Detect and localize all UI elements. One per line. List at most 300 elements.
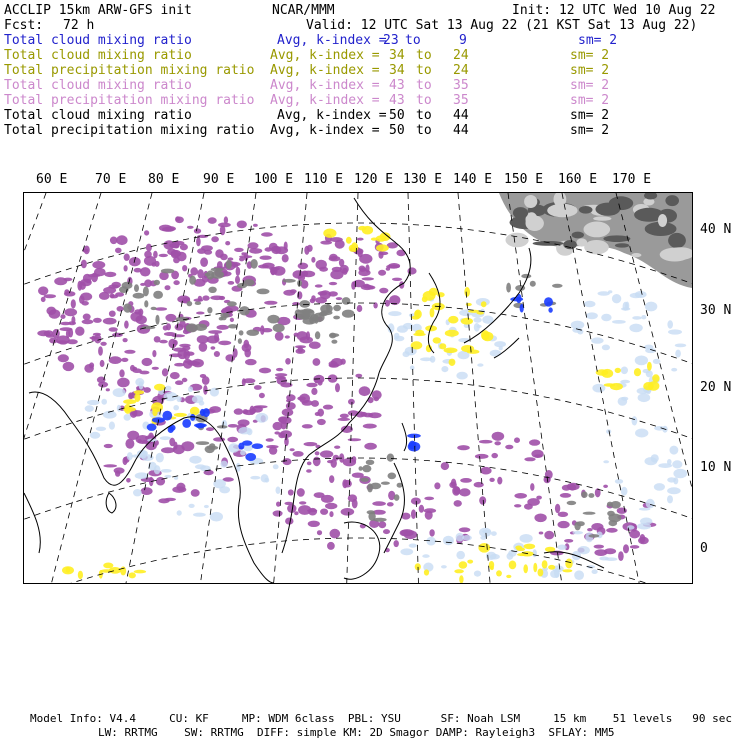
shading-blob	[177, 510, 182, 515]
shading-blob	[159, 254, 168, 257]
shading-blob	[490, 566, 494, 570]
shading-blob	[124, 265, 128, 271]
shading-blob	[456, 551, 465, 559]
shading-blob	[221, 461, 228, 468]
shading-blob	[338, 418, 350, 421]
shading-blob	[429, 288, 438, 296]
shading-blob	[400, 530, 410, 537]
shading-blob	[641, 315, 646, 319]
legend-k2: 35	[453, 93, 469, 108]
shading-blob	[342, 310, 355, 318]
shading-blob	[314, 492, 325, 498]
shading-blob	[60, 322, 71, 326]
shading-blob	[190, 414, 195, 421]
shading-blob	[162, 368, 168, 376]
shading-blob	[454, 569, 464, 573]
shading-blob	[228, 324, 238, 328]
shading-blob	[129, 572, 136, 578]
map-svg	[24, 193, 692, 583]
shading-blob	[333, 455, 339, 461]
lon-label: 140 E	[453, 172, 493, 187]
shading-blob	[623, 544, 629, 553]
shading-blob	[117, 405, 121, 412]
shading-blob	[302, 400, 313, 406]
shading-blob	[140, 267, 151, 276]
shading-blob	[464, 287, 470, 297]
shading-blob	[199, 342, 208, 352]
shading-blob	[189, 504, 195, 508]
shading-blob	[362, 226, 373, 235]
meridian	[24, 193, 46, 583]
shading-blob	[283, 290, 295, 296]
shading-blob	[155, 307, 167, 310]
shading-blob	[353, 280, 365, 287]
cloud-texture	[572, 232, 584, 239]
lon-label: 80 E	[148, 172, 180, 187]
shading-blob	[494, 341, 506, 347]
shading-blob	[233, 263, 238, 268]
shading-blob	[645, 457, 658, 465]
field-shading	[37, 216, 687, 583]
shading-blob	[635, 291, 647, 298]
shading-blob	[82, 319, 94, 324]
shading-blob	[670, 446, 679, 455]
shading-blob	[426, 537, 435, 546]
shading-blob	[329, 256, 341, 261]
shading-blob	[139, 371, 149, 375]
shading-blob	[358, 249, 363, 257]
shading-blob	[323, 405, 333, 410]
shading-blob	[615, 368, 621, 373]
legend-k2: 24	[453, 63, 469, 78]
lat-label: 40 N	[700, 222, 732, 237]
shading-blob	[257, 289, 270, 295]
shading-blob	[117, 378, 130, 388]
shading-blob	[378, 270, 386, 276]
shading-blob	[341, 508, 355, 516]
shading-blob	[308, 521, 320, 527]
shading-blob	[425, 511, 433, 520]
shading-blob	[173, 280, 179, 285]
shading-blob	[214, 351, 220, 357]
shading-blob	[482, 316, 493, 324]
shading-blob	[482, 332, 494, 342]
shading-blob	[41, 297, 46, 302]
shading-blob	[410, 365, 415, 370]
shading-blob	[119, 369, 124, 377]
shading-blob	[161, 269, 175, 274]
shading-blob	[474, 482, 484, 488]
shading-blob	[276, 487, 281, 494]
shading-blob	[548, 307, 552, 312]
shading-blob	[630, 545, 640, 549]
legend-k1: 50	[389, 123, 405, 138]
shading-blob	[321, 310, 333, 315]
shading-blob	[189, 456, 201, 464]
shading-blob	[207, 307, 212, 313]
shading-blob	[134, 393, 140, 402]
cloud-texture	[603, 235, 630, 242]
shading-blob	[87, 400, 100, 405]
shading-blob	[197, 269, 204, 278]
shading-blob	[515, 546, 522, 550]
shading-blob	[254, 385, 262, 390]
cloud-texture	[660, 248, 690, 262]
shading-blob	[250, 476, 260, 480]
shading-blob	[507, 553, 514, 560]
shading-blob	[640, 518, 652, 525]
shading-blob	[96, 427, 106, 431]
shading-blob	[266, 445, 278, 448]
shading-blob	[474, 323, 480, 332]
shading-blob	[505, 445, 513, 450]
shading-blob	[608, 290, 612, 293]
legend-k2: 24	[453, 48, 469, 63]
legend-avg: Avg, k-index =	[270, 123, 380, 138]
shading-blob	[239, 330, 244, 335]
shading-blob	[115, 470, 120, 476]
legend-sm: sm= 2	[570, 48, 610, 63]
shading-blob	[329, 361, 338, 367]
legend-k1: 23	[383, 33, 399, 48]
shading-blob	[374, 397, 379, 401]
shading-blob	[497, 477, 502, 485]
cloud-texture	[579, 206, 593, 214]
shading-blob	[408, 442, 421, 452]
shading-blob	[211, 271, 224, 279]
shading-blob	[557, 545, 566, 550]
shading-blob	[439, 343, 446, 349]
shading-blob	[309, 342, 321, 349]
shading-blob	[372, 501, 386, 506]
shading-blob	[106, 388, 110, 391]
coastline	[106, 493, 116, 513]
shading-blob	[363, 424, 377, 429]
shading-blob	[124, 414, 131, 421]
shading-blob	[194, 423, 207, 427]
shading-blob	[161, 447, 175, 453]
shading-blob	[667, 320, 673, 328]
shading-blob	[253, 224, 258, 227]
shading-blob	[151, 307, 157, 310]
shading-blob	[227, 301, 237, 306]
legend-k2: 35	[453, 78, 469, 93]
shading-blob	[411, 509, 416, 519]
legend-k1: 50	[389, 108, 405, 123]
shading-blob	[203, 385, 207, 395]
shading-blob	[506, 575, 511, 578]
shading-blob	[509, 561, 517, 570]
shading-blob	[378, 521, 386, 528]
shading-blob	[363, 413, 373, 418]
shading-blob	[187, 301, 193, 306]
shading-blob	[433, 337, 441, 343]
shading-blob	[173, 405, 179, 410]
meridian	[458, 193, 490, 583]
shading-blob	[147, 424, 157, 431]
shading-blob	[236, 267, 241, 276]
shading-blob	[60, 327, 73, 331]
shading-blob	[309, 316, 314, 324]
lon-label: 160 E	[558, 172, 598, 187]
shading-blob	[652, 374, 659, 382]
shading-blob	[648, 381, 659, 390]
shading-blob	[104, 272, 116, 277]
shading-blob	[306, 469, 312, 473]
legend-to: to	[416, 93, 432, 108]
shading-blob	[304, 442, 318, 446]
shading-blob	[364, 443, 377, 450]
shading-blob	[352, 456, 357, 462]
shading-blob	[228, 424, 238, 428]
shading-blob	[499, 346, 503, 350]
cloud-texture	[576, 238, 587, 246]
legend-k1: 43	[389, 93, 405, 108]
shading-blob	[592, 384, 605, 393]
shading-blob	[154, 280, 160, 286]
shading-blob	[63, 362, 75, 371]
shading-blob	[604, 548, 616, 554]
shading-blob	[220, 225, 226, 235]
shading-blob	[228, 443, 239, 453]
cloud-texture	[596, 203, 621, 216]
shading-blob	[449, 359, 456, 366]
shading-blob	[298, 346, 303, 353]
shading-blob	[647, 362, 652, 371]
shading-blob	[93, 318, 102, 323]
shading-blob	[506, 283, 511, 293]
shading-blob	[152, 350, 156, 357]
shading-blob	[330, 529, 341, 539]
shading-blob	[196, 312, 205, 315]
shading-blob	[144, 300, 148, 307]
shading-blob	[594, 545, 604, 549]
shading-blob	[331, 340, 337, 344]
shading-blob	[419, 505, 424, 513]
shading-blob	[409, 544, 417, 548]
shading-blob	[310, 298, 315, 303]
shading-blob	[121, 358, 128, 362]
shading-blob	[245, 453, 256, 461]
shading-blob	[84, 364, 94, 373]
shading-blob	[429, 529, 434, 536]
plot-title: ACCLIP 15km ARW-GFS init	[4, 3, 192, 18]
shading-blob	[250, 259, 257, 269]
shading-blob	[591, 337, 603, 343]
shading-blob	[276, 368, 283, 371]
shading-blob	[173, 442, 177, 450]
shading-blob	[75, 327, 84, 336]
shading-blob	[271, 246, 280, 252]
legend-avg: Avg, k-index =	[270, 48, 380, 63]
shading-blob	[238, 419, 250, 426]
shading-blob	[156, 453, 164, 463]
shading-blob	[611, 501, 621, 509]
cloud-texture	[658, 214, 667, 227]
shading-blob	[190, 267, 198, 275]
shading-blob	[124, 321, 129, 329]
shading-blob	[640, 534, 646, 543]
shading-blob	[555, 504, 560, 513]
coastline	[24, 493, 40, 553]
shading-blob	[539, 532, 544, 535]
shading-blob	[480, 467, 491, 475]
shading-blob	[329, 282, 337, 285]
shading-blob	[143, 387, 151, 393]
shading-blob	[217, 425, 228, 428]
shading-blob	[54, 277, 67, 285]
shading-blob	[534, 454, 543, 457]
shading-blob	[260, 256, 272, 260]
shading-blob	[583, 512, 596, 515]
shading-blob	[279, 416, 292, 424]
legend-field: Total precipitation mixing ratio	[4, 63, 255, 78]
shading-blob	[189, 276, 196, 285]
shading-blob	[349, 245, 356, 252]
lon-label: 70 E	[95, 172, 127, 187]
shading-blob	[407, 434, 421, 438]
shading-blob	[534, 514, 546, 523]
shading-blob	[315, 451, 320, 455]
shading-blob	[60, 314, 65, 319]
shading-blob	[134, 570, 146, 574]
shading-blob	[134, 268, 142, 273]
legend-avg: Avg, k-index =	[277, 33, 387, 48]
shading-blob	[424, 569, 429, 575]
shading-blob	[152, 409, 157, 417]
shading-blob	[85, 405, 94, 412]
shading-blob	[394, 336, 404, 342]
shading-blob	[365, 264, 369, 272]
legend-k1: 43	[389, 78, 405, 93]
shading-blob	[195, 301, 201, 305]
shading-blob	[103, 318, 117, 325]
shading-blob	[208, 287, 216, 293]
shading-blob	[244, 340, 250, 349]
legend-sm: sm= 2	[570, 78, 610, 93]
shading-blob	[207, 336, 220, 344]
shading-blob	[192, 395, 203, 403]
shading-blob	[552, 284, 563, 288]
shading-blob	[348, 438, 361, 441]
lon-label: 170 E	[612, 172, 652, 187]
shading-blob	[125, 439, 134, 449]
legend-field: Total cloud mixing ratio	[4, 48, 192, 63]
shading-blob	[81, 260, 87, 269]
shading-blob	[218, 341, 231, 346]
shading-blob	[671, 368, 677, 372]
model-info-line2: LW: RRTMG SW: RRTMG DIFF: simple KM: 2D Smagor DAMP: Rayleigh3 SFLAY: MM5	[98, 726, 615, 739]
shading-blob	[274, 431, 280, 434]
lon-label: 130 E	[403, 172, 443, 187]
shading-blob	[342, 297, 351, 305]
shading-blob	[46, 334, 54, 338]
shading-blob	[313, 358, 321, 366]
shading-blob	[191, 489, 200, 497]
legend-avg: Avg, k-index =	[277, 108, 387, 123]
shading-blob	[128, 392, 133, 399]
shading-blob	[135, 472, 149, 479]
cloud-texture	[506, 233, 529, 248]
shading-blob	[533, 563, 537, 573]
shading-blob	[460, 478, 472, 483]
shading-blob	[188, 386, 193, 392]
shading-blob	[146, 441, 157, 450]
shading-blob	[183, 359, 193, 369]
shading-blob	[609, 520, 618, 526]
shading-blob	[397, 325, 408, 332]
shading-blob	[245, 359, 257, 365]
model-info-line1: Model Info: V4.4 CU: KF MP: WDM 6class PBL: YSU SF: Noah LSM 15 km 51 levels 90 sec	[30, 712, 732, 725]
shading-blob	[492, 432, 505, 441]
shading-blob	[228, 281, 235, 285]
shading-blob	[165, 386, 171, 391]
shading-blob	[373, 518, 387, 522]
shading-blob	[275, 332, 284, 341]
shading-blob	[346, 237, 352, 244]
shading-blob	[434, 482, 440, 489]
shading-blob	[359, 466, 363, 471]
legend-field: Total precipitation mixing ratio	[4, 93, 255, 108]
legend-k2: 44	[453, 123, 469, 138]
shading-blob	[612, 294, 621, 303]
legend-k1: 34	[389, 48, 405, 63]
shading-blob	[474, 571, 481, 577]
shading-blob	[285, 335, 290, 338]
shading-blob	[560, 493, 571, 498]
shading-blob	[479, 440, 493, 444]
shading-blob	[144, 251, 152, 258]
shading-blob	[124, 350, 135, 354]
shading-blob	[160, 436, 171, 440]
legend-sm: sm= 2	[570, 123, 610, 138]
shading-blob	[103, 563, 113, 569]
shading-blob	[170, 372, 180, 379]
shading-blob	[357, 305, 363, 312]
shading-blob	[467, 350, 480, 354]
shading-blob	[166, 226, 176, 231]
shading-blob	[139, 381, 144, 389]
shading-blob	[200, 409, 205, 416]
shading-blob	[77, 281, 82, 291]
shading-blob	[243, 409, 249, 414]
shading-blob	[98, 346, 103, 355]
shading-blob	[530, 483, 534, 491]
shading-blob	[190, 407, 200, 415]
shading-blob	[282, 254, 289, 262]
legend-sm: sm= 2	[570, 63, 610, 78]
shading-blob	[422, 554, 429, 558]
shading-blob	[320, 509, 328, 515]
shading-blob	[320, 290, 331, 299]
lat-label: 0	[700, 541, 708, 556]
shading-blob	[299, 501, 306, 504]
shading-blob	[386, 267, 390, 270]
shading-blob	[164, 475, 171, 478]
meridian	[408, 193, 419, 583]
shading-blob	[82, 301, 89, 306]
shading-blob	[115, 248, 122, 254]
shading-blob	[667, 459, 672, 465]
shading-blob	[441, 462, 449, 470]
shading-blob	[168, 339, 176, 348]
shading-blob	[288, 489, 294, 495]
shading-blob	[388, 263, 400, 269]
shading-blob	[196, 237, 201, 246]
legend-k2: 44	[453, 108, 469, 123]
legend-to: to	[416, 63, 432, 78]
shading-blob	[572, 531, 583, 534]
